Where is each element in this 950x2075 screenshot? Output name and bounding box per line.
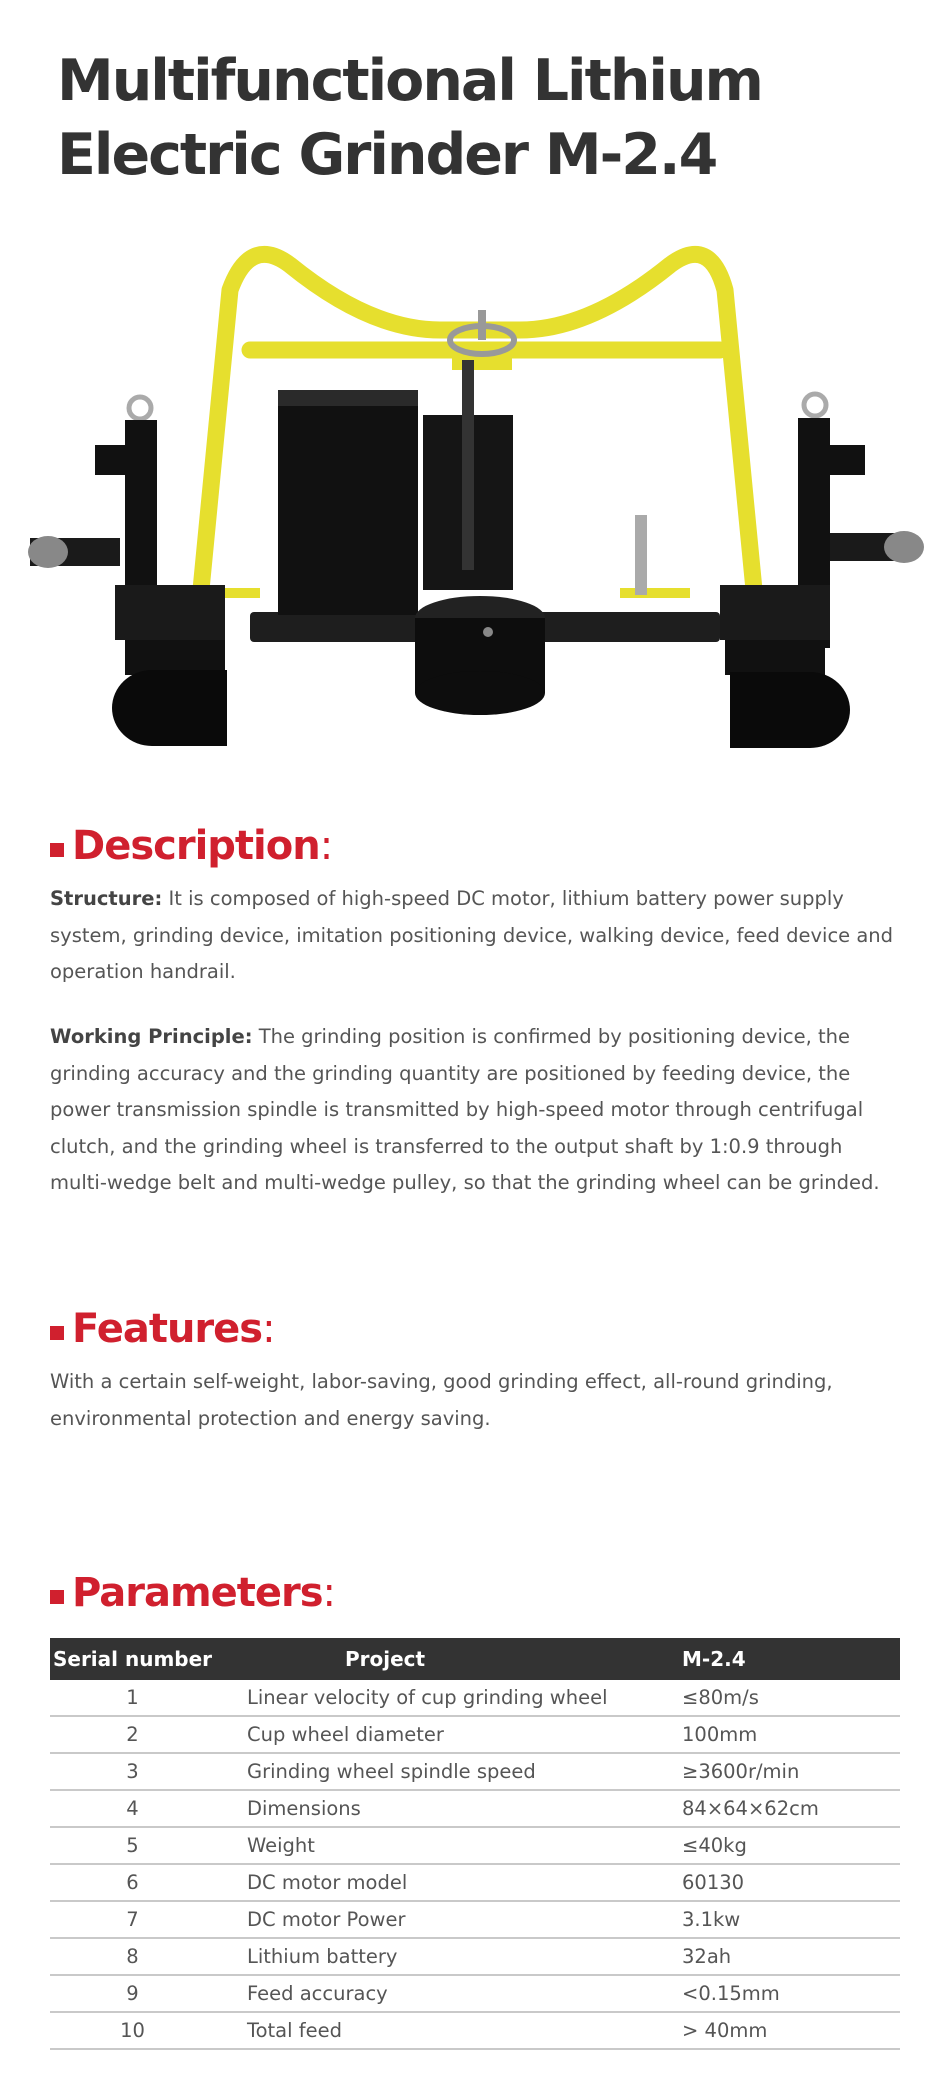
cell-value: ≤40kg: [674, 1827, 900, 1864]
table-row: [50, 1901, 900, 1938]
bullet-square-icon: [50, 1590, 64, 1604]
structure-label: Structure:: [50, 887, 163, 910]
cell-value: ≥3600r/min: [674, 1753, 900, 1790]
cell-serial: 3: [50, 1753, 215, 1790]
cell-project: Feed accuracy: [215, 1975, 674, 2012]
battery-box: [278, 390, 418, 615]
center-plate: [452, 358, 512, 370]
table-row: [50, 1827, 900, 1864]
cell-serial: 8: [50, 1938, 215, 1975]
cell-project: Grinding wheel spindle speed: [215, 1753, 674, 1790]
principle-label: Working Principle:: [50, 1025, 253, 1048]
cell-project: Total feed: [215, 2012, 674, 2049]
table-row: [50, 1753, 900, 1790]
table-row: [50, 1790, 900, 1827]
cell-value: 3.1kw: [674, 1901, 900, 1938]
features-heading: Features:: [50, 1305, 275, 1353]
cell-project: Dimensions: [215, 1790, 674, 1827]
cell-serial: 2: [50, 1716, 215, 1753]
table-row: [50, 1680, 900, 1716]
cell-project: Weight: [215, 1827, 674, 1864]
cell-serial: 1: [50, 1680, 215, 1716]
cell-value: 100mm: [674, 1716, 900, 1753]
header-model: M-2.4: [682, 1647, 746, 1671]
page-title: Multifunctional Lithium Electric Grinder M-2.4: [57, 48, 762, 188]
cell-serial: 7: [50, 1901, 215, 1938]
header-project: Project: [345, 1647, 426, 1671]
cell-value: ≤80m/s: [674, 1680, 900, 1716]
right-plate: [620, 588, 690, 598]
table-row: [50, 1864, 900, 1901]
cell-value: <0.15mm: [674, 1975, 900, 2012]
parameters-heading: Parameters:: [50, 1569, 335, 1617]
header-serial: Serial number: [52, 1647, 213, 1671]
cell-project: DC motor Power: [215, 1901, 674, 1938]
cell-value: > 40mm: [674, 2012, 900, 2049]
table-row: [50, 1975, 900, 2012]
cell-value: 60130: [674, 1864, 900, 1901]
cell-serial: 9: [50, 1975, 215, 2012]
principle-paragraph: [50, 1019, 900, 1202]
table-row: [50, 1938, 900, 1975]
cell-serial: 4: [50, 1790, 215, 1827]
parameters-table: [50, 1638, 900, 2050]
structure-paragraph: [50, 881, 900, 991]
table-header-row: [50, 1638, 900, 1680]
product-image: [20, 240, 930, 780]
bullet-square-icon: [50, 843, 64, 857]
cell-value: 84×64×62cm: [674, 1790, 900, 1827]
cell-project: Cup wheel diameter: [215, 1716, 674, 1753]
structure-text: It is composed of high-speed DC motor, lithium battery power supply system, grinding device, imitation positioning device, walking device, feed device and operation handrail.: [50, 887, 894, 983]
cell-serial: 10: [50, 2012, 215, 2049]
cell-serial: 6: [50, 1864, 215, 1901]
table-row: [50, 1716, 900, 1753]
cell-value: 32ah: [674, 1938, 900, 1975]
cell-project: DC motor model: [215, 1864, 674, 1901]
spindle: [635, 515, 647, 595]
principle-text: The grinding position is confirmed by positioning device, the grinding accuracy and the grinding quantity are positioned by feeding device, the power transmission spindle is transmitted by high-speed motor through centrifugal clutch, and the grinding wheel is transferred to the output shaft by 1:0.9 through multi-wedge belt and multi-wedge pulley, so that the grinding wheel can be grinded.: [50, 1025, 880, 1194]
bullet-square-icon: [50, 1326, 64, 1340]
cell-serial: 5: [50, 1827, 215, 1864]
cell-project: Lithium battery: [215, 1938, 674, 1975]
description-heading: Description:: [50, 822, 332, 870]
features-text: With a certain self-weight, labor-saving, good grinding effect, all-round grinding, environmental protection and energy saving.: [50, 1370, 833, 1430]
cell-project: Linear velocity of cup grinding wheel: [215, 1680, 674, 1716]
table-row: [50, 2012, 900, 2049]
